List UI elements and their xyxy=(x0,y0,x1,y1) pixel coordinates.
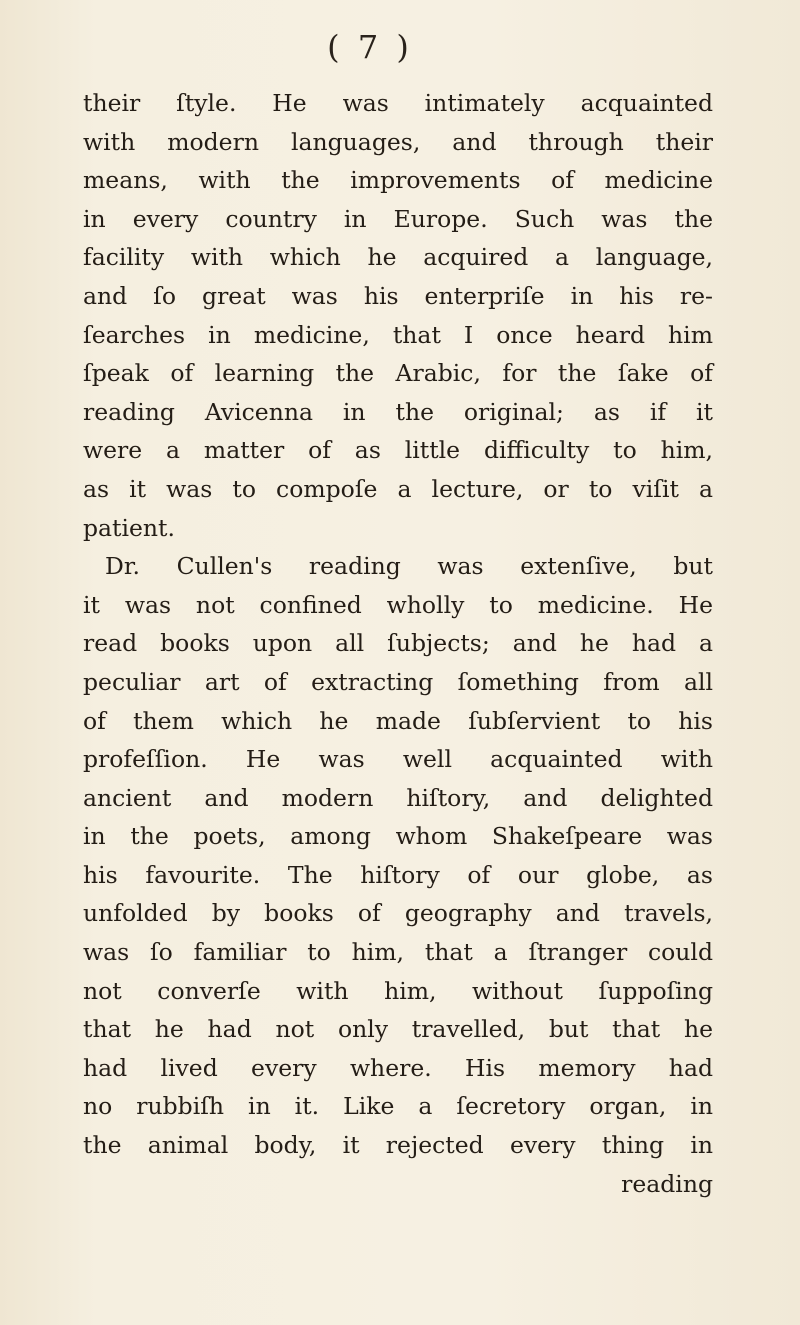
text-line: unfolded by books of geography and travels, xyxy=(83,899,713,928)
text-line: means, with the improvements of medicine xyxy=(83,166,713,195)
paragraph-end-line: patient. xyxy=(83,513,175,542)
text-line: not converſe with him, without ſuppoſing xyxy=(83,976,713,1005)
text-line: and ſo great was his enterpriſe in his re- xyxy=(83,281,713,310)
text-line: reading Avicenna in the original; as if it xyxy=(83,397,713,426)
body-text xyxy=(83,84,713,1203)
text-line: peculiar art of extracting ſomething from all xyxy=(83,667,713,696)
text-line: read books upon all ſubjects; and he had a xyxy=(83,629,713,658)
text-line: no rubbiſh in it. Like a ſecretory organ, in xyxy=(83,1092,713,1121)
text-line: had lived every where. His memory had xyxy=(83,1053,713,1082)
text-line: ancient and modern hiſtory, and delighted xyxy=(83,783,713,812)
text-line: facility with which he acquired a language, xyxy=(83,243,713,272)
text-line: ſearches in medicine, that I once heard him xyxy=(83,320,713,349)
text-line: profeſſion. He was well acquainted with xyxy=(83,745,713,774)
text-line: in every country in Europe. Such was the xyxy=(83,204,713,233)
paragraph-start-line: Dr. Cullen's reading was extenſive, but xyxy=(105,552,713,581)
text-line: with modern languages, and through their xyxy=(83,127,713,156)
text-line: were a matter of as little difficulty to him, xyxy=(83,436,713,465)
text-line: his favourite. The hiſtory of our globe, as xyxy=(83,860,713,889)
page-number: ( 7 ) xyxy=(327,28,413,66)
text-line: in the poets, among whom Shakeſpeare was xyxy=(83,822,713,851)
text-line: their ſtyle. He was intimately acquainted xyxy=(83,89,713,117)
text-line: the animal body, it rejected every thing in xyxy=(83,1131,713,1160)
catchword: reading xyxy=(621,1169,713,1198)
text-line: as it was to compoſe a lecture, or to viſit a xyxy=(83,474,713,503)
text-line: of them which he made ſubſervient to his xyxy=(83,706,713,735)
text-line: it was not confined wholly to medicine. He xyxy=(83,590,713,619)
text-line: ſpeak of learning the Arabic, for the ſake of xyxy=(83,359,713,388)
text-line: that he had not only travelled, but that he xyxy=(83,1015,713,1044)
text-line: was ſo familiar to him, that a ſtranger could xyxy=(83,938,713,967)
